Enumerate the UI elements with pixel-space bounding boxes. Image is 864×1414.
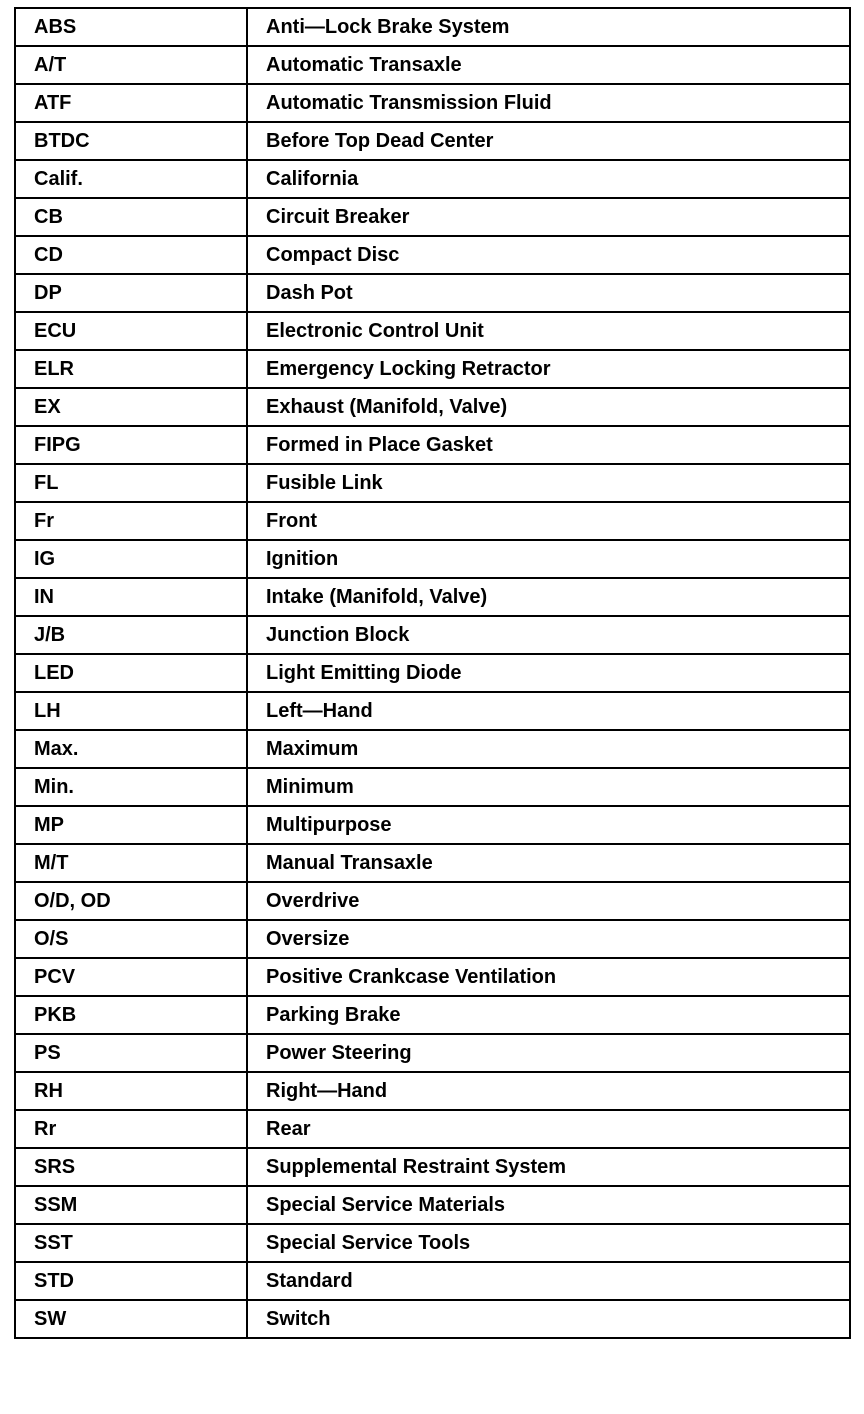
meaning-cell: Supplemental Restraint System	[247, 1148, 850, 1186]
meaning-cell: Oversize	[247, 920, 850, 958]
abbreviation-cell: Rr	[15, 1110, 247, 1148]
meaning-cell: Overdrive	[247, 882, 850, 920]
abbreviation-cell: MP	[15, 806, 247, 844]
meaning-cell: Front	[247, 502, 850, 540]
abbreviation-cell: LH	[15, 692, 247, 730]
abbreviation-cell: IG	[15, 540, 247, 578]
meaning-cell: Intake (Manifold, Valve)	[247, 578, 850, 616]
table-row	[15, 692, 850, 730]
table-row	[15, 464, 850, 502]
meaning-cell: Ignition	[247, 540, 850, 578]
abbreviation-cell: J/B	[15, 616, 247, 654]
meaning-cell: Right—Hand	[247, 1072, 850, 1110]
meaning-cell: Power Steering	[247, 1034, 850, 1072]
meaning-cell: Standard	[247, 1262, 850, 1300]
table-row	[15, 768, 850, 806]
meaning-cell: Automatic Transmission Fluid	[247, 84, 850, 122]
table-row	[15, 198, 850, 236]
meaning-cell: Anti—Lock Brake System	[247, 8, 850, 46]
meaning-cell: Left—Hand	[247, 692, 850, 730]
meaning-cell: Maximum	[247, 730, 850, 768]
meaning-cell: Parking Brake	[247, 996, 850, 1034]
abbreviation-cell: SSM	[15, 1186, 247, 1224]
meaning-cell: Fusible Link	[247, 464, 850, 502]
abbreviation-cell: LED	[15, 654, 247, 692]
abbreviation-cell: SRS	[15, 1148, 247, 1186]
abbreviation-cell: FL	[15, 464, 247, 502]
abbreviation-cell: M/T	[15, 844, 247, 882]
table-row	[15, 654, 850, 692]
abbreviation-cell: O/D, OD	[15, 882, 247, 920]
table-row	[15, 920, 850, 958]
meaning-cell: Before Top Dead Center	[247, 122, 850, 160]
table-row	[15, 806, 850, 844]
meaning-cell: Minimum	[247, 768, 850, 806]
table-row	[15, 236, 850, 274]
table-row	[15, 1072, 850, 1110]
meaning-cell: Positive Crankcase Ventilation	[247, 958, 850, 996]
abbreviation-cell: SW	[15, 1300, 247, 1338]
abbreviation-cell: ELR	[15, 350, 247, 388]
abbreviation-cell: ABS	[15, 8, 247, 46]
meaning-cell: Switch	[247, 1300, 850, 1338]
meaning-cell: Emergency Locking Retractor	[247, 350, 850, 388]
abbreviation-cell: PS	[15, 1034, 247, 1072]
abbreviation-cell: Fr	[15, 502, 247, 540]
abbreviation-cell: BTDC	[15, 122, 247, 160]
abbreviations-table	[14, 7, 851, 1339]
table-row	[15, 958, 850, 996]
meaning-cell: Dash Pot	[247, 274, 850, 312]
table-row	[15, 46, 850, 84]
meaning-cell: Multipurpose	[247, 806, 850, 844]
abbreviation-cell: Calif.	[15, 160, 247, 198]
abbreviation-cell: PCV	[15, 958, 247, 996]
meaning-cell: Exhaust (Manifold, Valve)	[247, 388, 850, 426]
meaning-cell: California	[247, 160, 850, 198]
table-row	[15, 274, 850, 312]
abbreviation-cell: PKB	[15, 996, 247, 1034]
table-row	[15, 8, 850, 46]
table-row	[15, 122, 850, 160]
table-row	[15, 1262, 850, 1300]
abbreviation-cell: IN	[15, 578, 247, 616]
table-row	[15, 1148, 850, 1186]
meaning-cell: Junction Block	[247, 616, 850, 654]
meaning-cell: Manual Transaxle	[247, 844, 850, 882]
table-row	[15, 730, 850, 768]
abbreviation-cell: Max.	[15, 730, 247, 768]
table-row	[15, 996, 850, 1034]
table-row	[15, 426, 850, 464]
meaning-cell: Rear	[247, 1110, 850, 1148]
abbreviation-cell: FIPG	[15, 426, 247, 464]
abbreviation-cell: EX	[15, 388, 247, 426]
meaning-cell: Circuit Breaker	[247, 198, 850, 236]
table-row	[15, 160, 850, 198]
abbreviation-cell: Min.	[15, 768, 247, 806]
meaning-cell: Formed in Place Gasket	[247, 426, 850, 464]
table-row	[15, 1224, 850, 1262]
abbreviation-cell: ECU	[15, 312, 247, 350]
abbreviations-table-body	[15, 8, 850, 1338]
abbreviation-cell: CB	[15, 198, 247, 236]
meaning-cell: Electronic Control Unit	[247, 312, 850, 350]
table-row	[15, 1300, 850, 1338]
table-row	[15, 1110, 850, 1148]
abbreviation-cell: CD	[15, 236, 247, 274]
abbreviation-cell: ATF	[15, 84, 247, 122]
table-row	[15, 84, 850, 122]
meaning-cell: Light Emitting Diode	[247, 654, 850, 692]
table-row	[15, 578, 850, 616]
meaning-cell: Automatic Transaxle	[247, 46, 850, 84]
table-row	[15, 312, 850, 350]
abbreviation-cell: SST	[15, 1224, 247, 1262]
meaning-cell: Special Service Materials	[247, 1186, 850, 1224]
meaning-cell: Compact Disc	[247, 236, 850, 274]
abbreviation-cell: DP	[15, 274, 247, 312]
meaning-cell: Special Service Tools	[247, 1224, 850, 1262]
abbreviation-cell: O/S	[15, 920, 247, 958]
abbreviation-cell: RH	[15, 1072, 247, 1110]
table-row	[15, 1034, 850, 1072]
table-row	[15, 502, 850, 540]
table-row	[15, 1186, 850, 1224]
table-row	[15, 388, 850, 426]
table-row	[15, 540, 850, 578]
abbreviation-cell: A/T	[15, 46, 247, 84]
table-row	[15, 844, 850, 882]
table-row	[15, 882, 850, 920]
table-row	[15, 350, 850, 388]
abbreviation-cell: STD	[15, 1262, 247, 1300]
table-row	[15, 616, 850, 654]
